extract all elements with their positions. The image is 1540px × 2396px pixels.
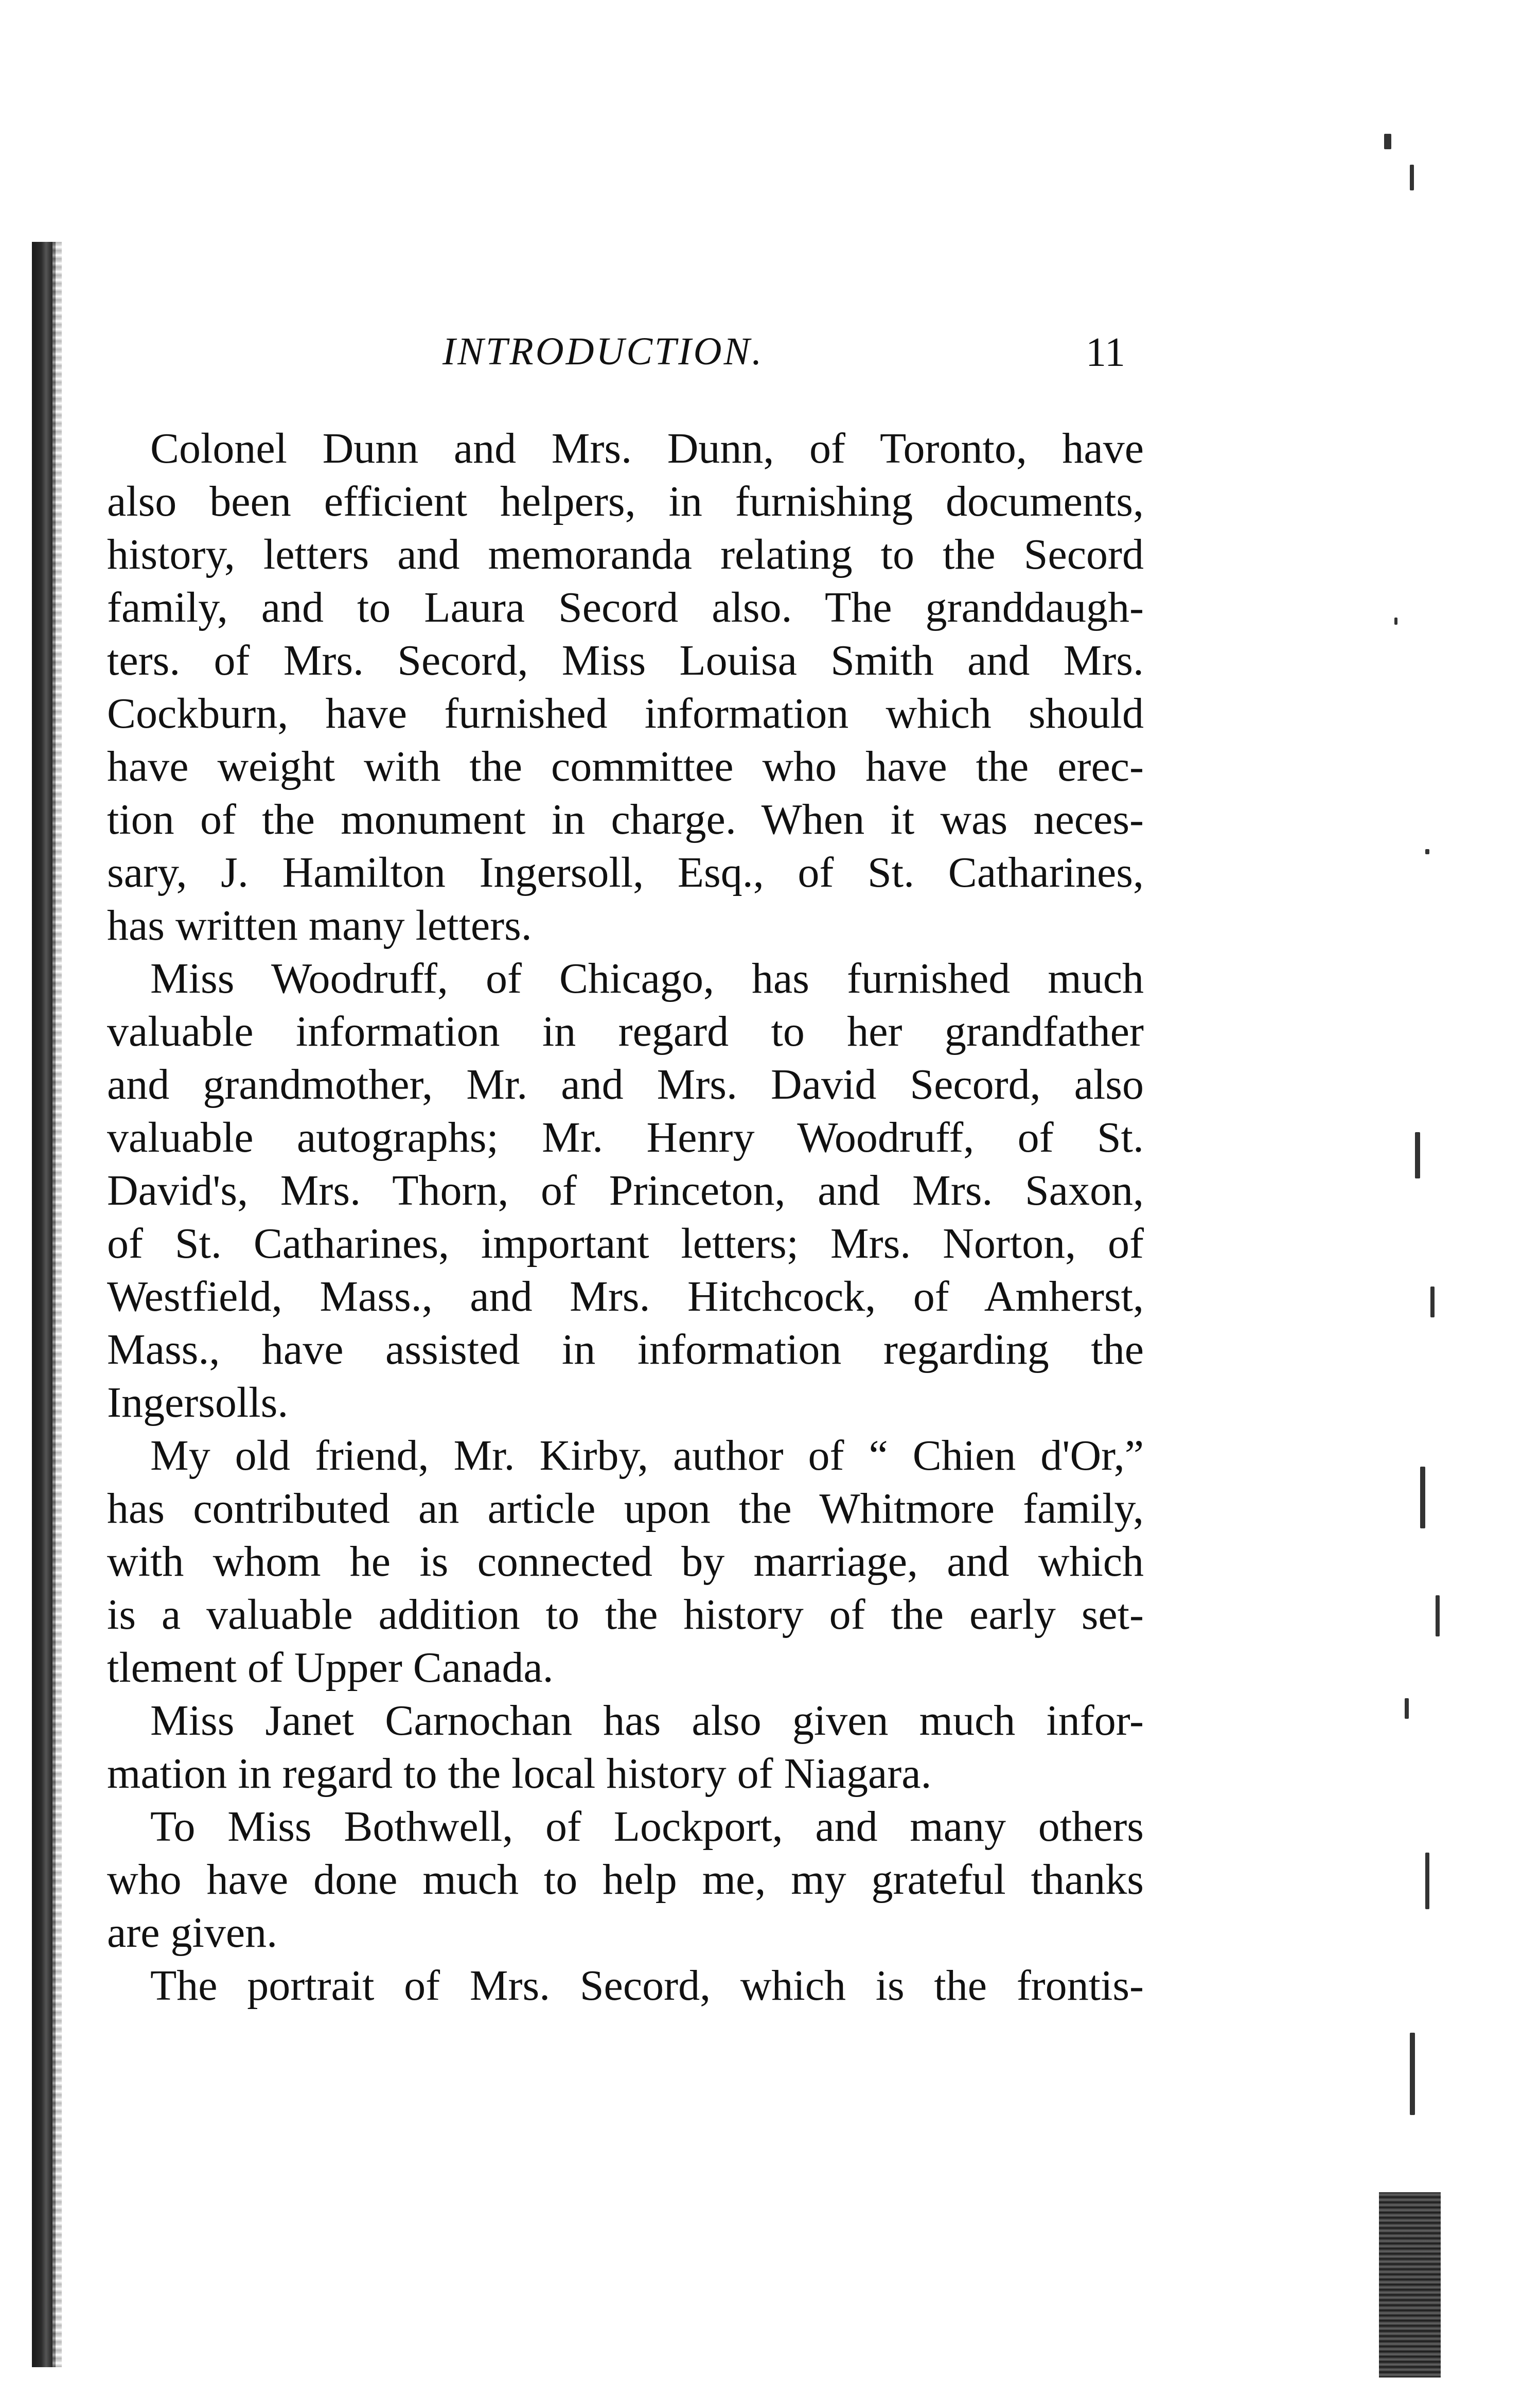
text-line: ters. of Mrs. Secord, Miss Louisa Smith and Mrs. [107, 637, 1144, 684]
text-line: Ingersolls. [107, 1379, 289, 1426]
text-line: also been efficient helpers, in furnishing documents, [107, 478, 1144, 525]
text-line: have weight with the committee who have the erec- [107, 743, 1144, 790]
text-line: who have done much to help me, my grateful thanks [107, 1856, 1144, 1904]
text-line: tlement of Upper Canada. [107, 1644, 554, 1692]
text-line: sary, J. Hamilton Ingersoll, Esq., of St. Catharines, [107, 849, 1144, 896]
running-title: INTRODUCTION. [442, 330, 764, 373]
text-line: Mass., have assisted in information regarding the [107, 1326, 1144, 1373]
text-line: Westfield, Mass., and Mrs. Hitchcock, of Amherst, [107, 1273, 1144, 1320]
text-line: has written many letters. [107, 902, 532, 949]
text-line: has contributed an article upon the Whitmore family, [107, 1485, 1144, 1532]
text-line: with whom he is connected by marriage, and which [107, 1538, 1144, 1585]
text-line: Miss Janet Carnochan has also given much infor- [150, 1697, 1144, 1745]
text-line: is a valuable addition to the history of the early set- [107, 1591, 1144, 1639]
text-line: The portrait of Mrs. Secord, which is the frontis- [150, 1962, 1144, 2010]
text-line: To Miss Bothwell, of Lockport, and many others [150, 1803, 1144, 1851]
text-line: tion of the monument in charge. When it was neces- [107, 796, 1144, 843]
text-line: My old friend, Mr. Kirby, author of “ Chien d'Or,” [150, 1432, 1144, 1479]
text-line: valuable autographs; Mr. Henry Woodruff, of St. [107, 1114, 1144, 1161]
page-number: 11 [1086, 330, 1126, 375]
text-line: of St. Catharines, important letters; Mrs. Norton, of [107, 1220, 1144, 1267]
text-line: family, and to Laura Secord also. The granddaugh- [107, 584, 1144, 631]
text-line: valuable information in regard to her grandfather [107, 1008, 1144, 1055]
text-line: mation in regard to the local history of Niagara. [107, 1750, 932, 1798]
text-line: and grandmother, Mr. and Mrs. David Secord, also [107, 1061, 1144, 1108]
text-line: Colonel Dunn and Mrs. Dunn, of Toronto, have [150, 425, 1144, 472]
text-line: David's, Mrs. Thorn, of Princeton, and Mrs. Saxon, [107, 1167, 1144, 1214]
text-line: history, letters and memoranda relating to the Secord [107, 531, 1144, 578]
text-line: are given. [107, 1909, 278, 1957]
scan-edge-noise [1364, 103, 1466, 2316]
binding-edge [32, 242, 56, 2367]
body-text [107, 422, 1144, 2012]
text-line: Miss Woodruff, of Chicago, has furnished much [150, 955, 1144, 1002]
running-head [108, 329, 1137, 386]
text-line: Cockburn, have furnished information which should [107, 690, 1144, 737]
